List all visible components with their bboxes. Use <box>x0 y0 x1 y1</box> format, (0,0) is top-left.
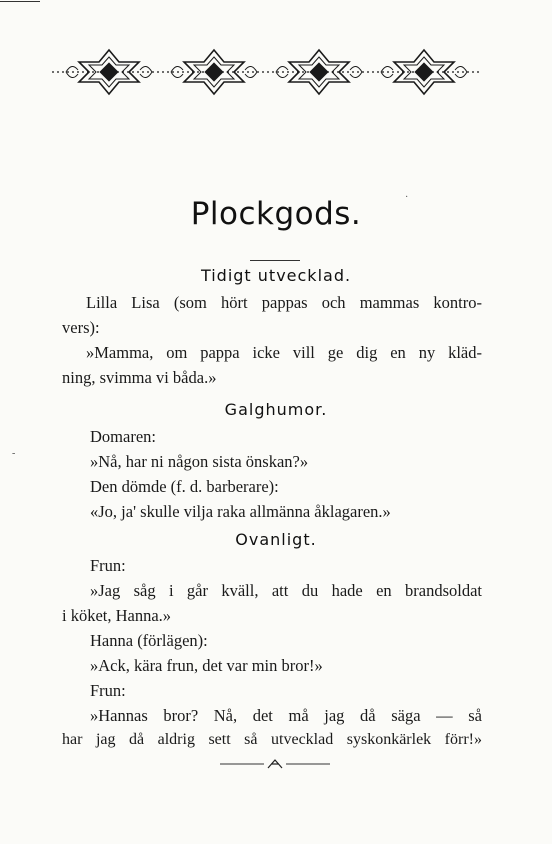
text-line: Lilla Lisa (som hört pappas och mammas kontro- <box>86 293 482 312</box>
text-line: »Hannas bror? Nå, det må jag då säga — så <box>90 706 482 725</box>
paper-speck: · <box>405 192 409 203</box>
end-divider-ornament <box>220 758 330 770</box>
section-heading: Ovanligt. <box>235 530 317 549</box>
decorative-star-border <box>52 44 482 100</box>
text-line: i köket, Hanna.» <box>62 606 172 625</box>
paper-speck: - <box>12 448 16 459</box>
text-line: vers): <box>62 318 100 337</box>
text-line: Frun: <box>90 556 126 575</box>
title-divider <box>250 260 300 261</box>
top-border-line <box>0 1 40 2</box>
text-line: Domaren: <box>90 427 156 446</box>
text-line: »Nå, har ni någon sista önskan?» <box>90 452 309 471</box>
text-line: Frun: <box>90 681 126 700</box>
text-line: Den dömde (f. d. barberare): <box>90 477 279 496</box>
text-line: ning, svimma vi båda.» <box>62 368 217 387</box>
text-line: »Jag såg i går kväll, att du hade en brandsoldat <box>90 581 482 600</box>
text-line: »Mamma, om pappa icke vill ge dig en ny kläd- <box>86 343 482 362</box>
text-line: har jag då aldrig sett så utvecklad syskonkärlek förr!» <box>62 731 482 748</box>
section-heading: Galghumor. <box>224 400 328 419</box>
text-line: Hanna (förlägen): <box>90 631 208 650</box>
page-title: Plockgods. <box>190 196 362 232</box>
section-heading: Tidigt utvecklad. <box>200 266 352 285</box>
text-line: «Jo, ja' skulle vilja raka allmänna åklagaren.» <box>90 502 391 521</box>
text-line: »Ack, kära frun, det var min bror!» <box>90 656 323 675</box>
